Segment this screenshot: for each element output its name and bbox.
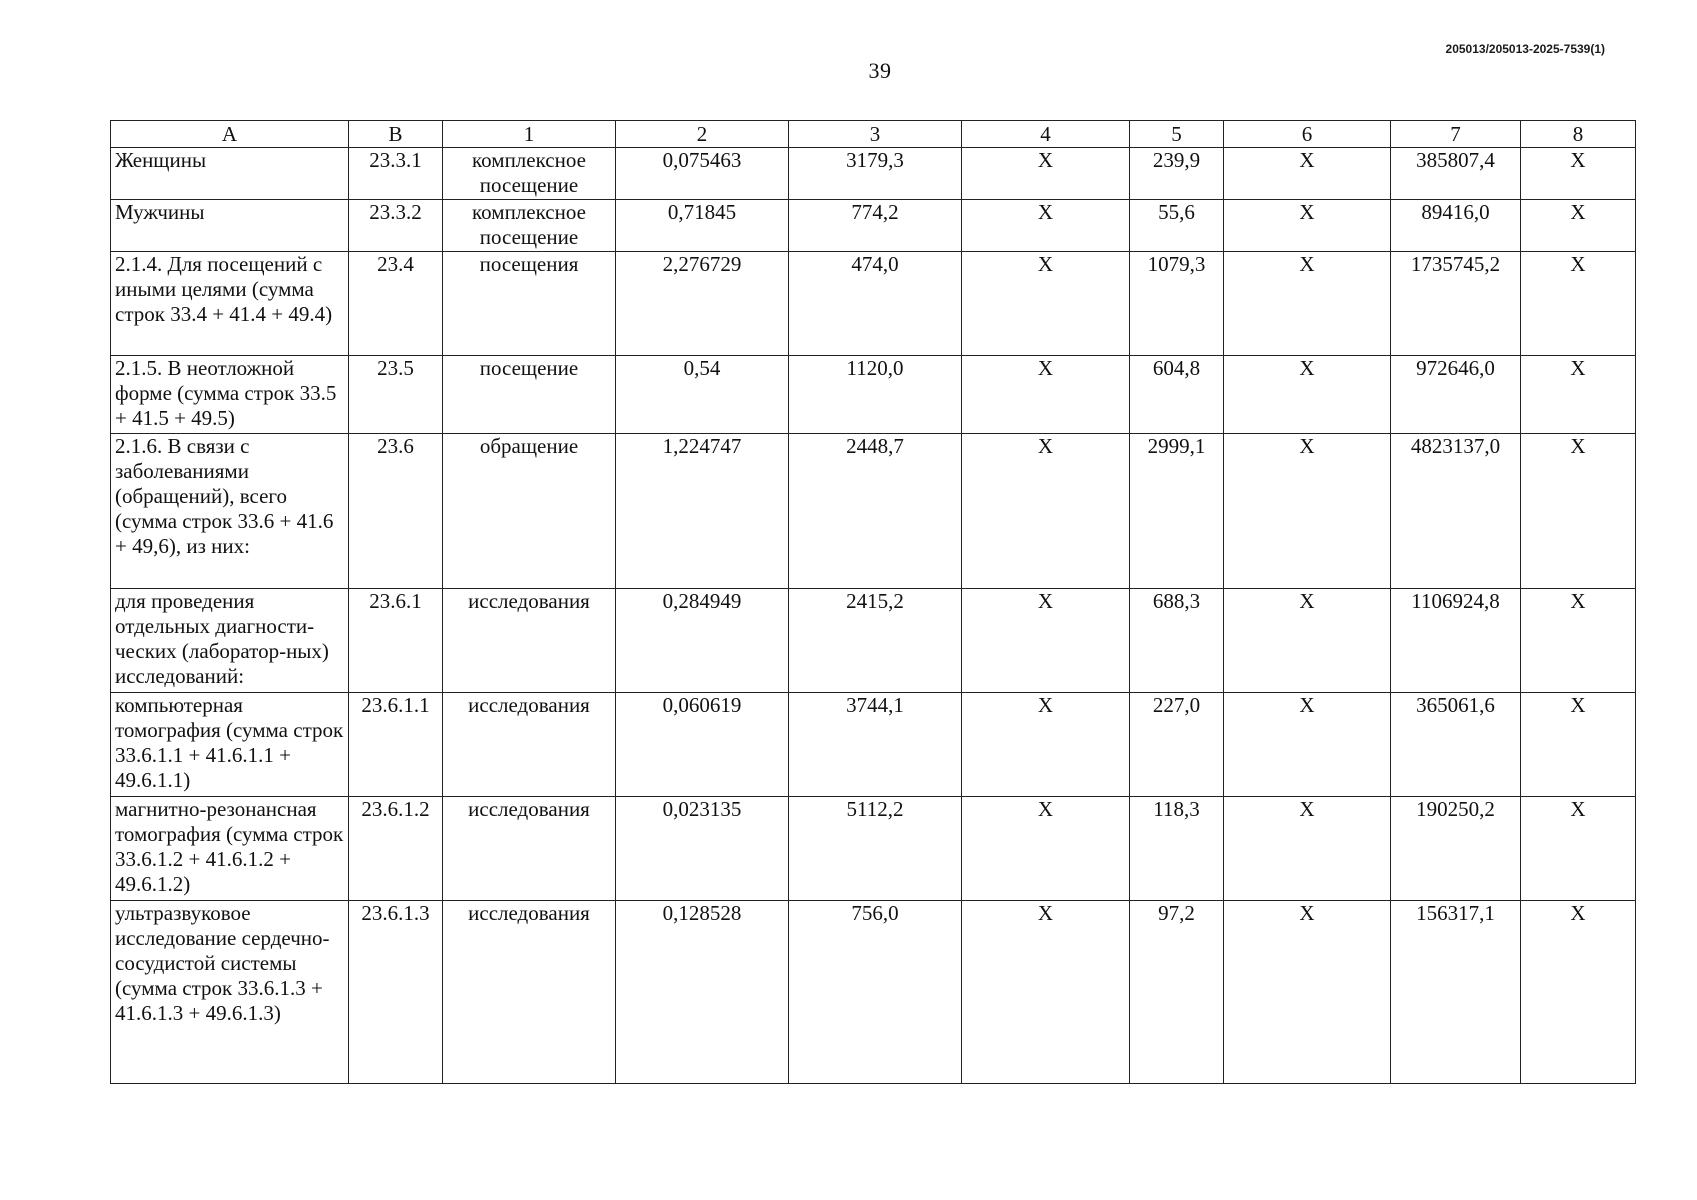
- cell-col-7: 1106924,8: [1391, 589, 1521, 693]
- cell-col-3: 756,0: [789, 901, 962, 1084]
- cell-col-4: Х: [962, 693, 1130, 797]
- row-unit: посещение: [443, 356, 616, 434]
- row-unit: исследования: [443, 693, 616, 797]
- cell-col-6: Х: [1224, 434, 1391, 589]
- column-header: В: [349, 121, 443, 148]
- cell-col-3: 5112,2: [789, 797, 962, 901]
- cell-col-2: 1,224747: [616, 434, 789, 589]
- cell-col-2: 0,54: [616, 356, 789, 434]
- document-id: 205013/205013-2025-7539(1): [1445, 42, 1605, 56]
- column-header: 3: [789, 121, 962, 148]
- cell-col-6: Х: [1224, 797, 1391, 901]
- cell-col-4: Х: [962, 797, 1130, 901]
- cell-col-8: Х: [1521, 434, 1636, 589]
- cell-col-4: Х: [962, 148, 1130, 200]
- cell-col-5: 604,8: [1130, 356, 1224, 434]
- row-code: 23.5: [349, 356, 443, 434]
- cell-col-8: Х: [1521, 148, 1636, 200]
- row-code: 23.6.1: [349, 589, 443, 693]
- row-name: ультразвуковое исследование сердечно-сосудистой системы (сумма строк 33.6.1.3 + 41.6.1.3 + 49.6.1.3): [111, 901, 349, 1084]
- cell-col-8: Х: [1521, 901, 1636, 1084]
- column-header: 2: [616, 121, 789, 148]
- row-unit: посещения: [443, 252, 616, 356]
- cell-col-8: Х: [1521, 356, 1636, 434]
- page-number: 39: [868, 58, 892, 83]
- column-header: 1: [443, 121, 616, 148]
- cell-col-7: 89416,0: [1391, 200, 1521, 252]
- row-code: 23.6.1.3: [349, 901, 443, 1084]
- cell-col-8: Х: [1521, 589, 1636, 693]
- cell-col-3: 2448,7: [789, 434, 962, 589]
- table-row: [111, 901, 1636, 1084]
- cell-col-2: 0,023135: [616, 797, 789, 901]
- row-code: 23.6.1.1: [349, 693, 443, 797]
- cell-col-7: 190250,2: [1391, 797, 1521, 901]
- cell-col-7: 972646,0: [1391, 356, 1521, 434]
- row-name: компьютерная томография (сумма строк 33.6.1.1 + 41.6.1.1 + 49.6.1.1): [111, 693, 349, 797]
- cell-col-5: 118,3: [1130, 797, 1224, 901]
- row-code: 23.6: [349, 434, 443, 589]
- cell-col-4: Х: [962, 200, 1130, 252]
- cell-col-4: Х: [962, 901, 1130, 1084]
- column-header: 4: [962, 121, 1130, 148]
- table-row: [111, 434, 1636, 589]
- cell-col-2: 0,060619: [616, 693, 789, 797]
- row-unit: комплексное посещение: [443, 200, 616, 252]
- cell-col-3: 774,2: [789, 200, 962, 252]
- header-row: [111, 121, 1636, 148]
- row-name: магнитно-резонансная томография (сумма строк 33.6.1.2 + 41.6.1.2 + 49.6.1.2): [111, 797, 349, 901]
- cell-col-5: 55,6: [1130, 200, 1224, 252]
- data-table: [110, 120, 1636, 1084]
- row-name: Мужчины: [111, 200, 349, 252]
- cell-col-8: Х: [1521, 797, 1636, 901]
- cell-col-3: 3744,1: [789, 693, 962, 797]
- cell-col-7: 1735745,2: [1391, 252, 1521, 356]
- cell-col-6: Х: [1224, 901, 1391, 1084]
- cell-col-6: Х: [1224, 356, 1391, 434]
- column-header: 8: [1521, 121, 1636, 148]
- cell-col-2: 2,276729: [616, 252, 789, 356]
- row-name: 2.1.5. В неотложной форме (сумма строк 33.5 + 41.5 + 49.5): [111, 356, 349, 434]
- cell-col-2: 0,075463: [616, 148, 789, 200]
- cell-col-7: 385807,4: [1391, 148, 1521, 200]
- column-header: 7: [1391, 121, 1521, 148]
- cell-col-8: Х: [1521, 200, 1636, 252]
- cell-col-8: Х: [1521, 693, 1636, 797]
- cell-col-3: 3179,3: [789, 148, 962, 200]
- table-row: [111, 252, 1636, 356]
- cell-col-6: Х: [1224, 252, 1391, 356]
- cell-col-4: Х: [962, 434, 1130, 589]
- cell-col-7: 4823137,0: [1391, 434, 1521, 589]
- row-name: 2.1.4. Для посещений с иными целями (сумма строк 33.4 + 41.4 + 49.4): [111, 252, 349, 356]
- row-unit: исследования: [443, 797, 616, 901]
- row-unit: комплексное посещение: [443, 148, 616, 200]
- row-code: 23.6.1.2: [349, 797, 443, 901]
- cell-col-5: 688,3: [1130, 589, 1224, 693]
- cell-col-5: 239,9: [1130, 148, 1224, 200]
- row-unit: обращение: [443, 434, 616, 589]
- cell-col-3: 2415,2: [789, 589, 962, 693]
- cell-col-4: Х: [962, 589, 1130, 693]
- row-name: 2.1.6. В связи с заболеваниями (обращений), всего (сумма строк 33.6 + 41.6 + 49,6), из них:: [111, 434, 349, 589]
- cell-col-4: Х: [962, 252, 1130, 356]
- cell-col-2: 0,284949: [616, 589, 789, 693]
- row-code: 23.4: [349, 252, 443, 356]
- cell-col-3: 1120,0: [789, 356, 962, 434]
- table-row: [111, 200, 1636, 252]
- table-row: [111, 693, 1636, 797]
- cell-col-6: Х: [1224, 589, 1391, 693]
- cell-col-5: 2999,1: [1130, 434, 1224, 589]
- table-row: [111, 148, 1636, 200]
- cell-col-7: 365061,6: [1391, 693, 1521, 797]
- column-header: 5: [1130, 121, 1224, 148]
- table-row: [111, 797, 1636, 901]
- cell-col-6: Х: [1224, 200, 1391, 252]
- cell-col-8: Х: [1521, 252, 1636, 356]
- table-row: [111, 589, 1636, 693]
- row-name: Женщины: [111, 148, 349, 200]
- row-code: 23.3.1: [349, 148, 443, 200]
- cell-col-4: Х: [962, 356, 1130, 434]
- cell-col-2: 0,128528: [616, 901, 789, 1084]
- column-header: А: [111, 121, 349, 148]
- cell-col-5: 1079,3: [1130, 252, 1224, 356]
- column-header: 6: [1224, 121, 1391, 148]
- row-unit: исследования: [443, 901, 616, 1084]
- cell-col-3: 474,0: [789, 252, 962, 356]
- row-unit: исследования: [443, 589, 616, 693]
- row-code: 23.3.2: [349, 200, 443, 252]
- cell-col-5: 227,0: [1130, 693, 1224, 797]
- cell-col-6: Х: [1224, 148, 1391, 200]
- cell-col-6: Х: [1224, 693, 1391, 797]
- cell-col-7: 156317,1: [1391, 901, 1521, 1084]
- table-row: [111, 356, 1636, 434]
- cell-col-5: 97,2: [1130, 901, 1224, 1084]
- cell-col-2: 0,71845: [616, 200, 789, 252]
- row-name: для проведения отдельных диагности-ческих (лаборатор-ных) исследований:: [111, 589, 349, 693]
